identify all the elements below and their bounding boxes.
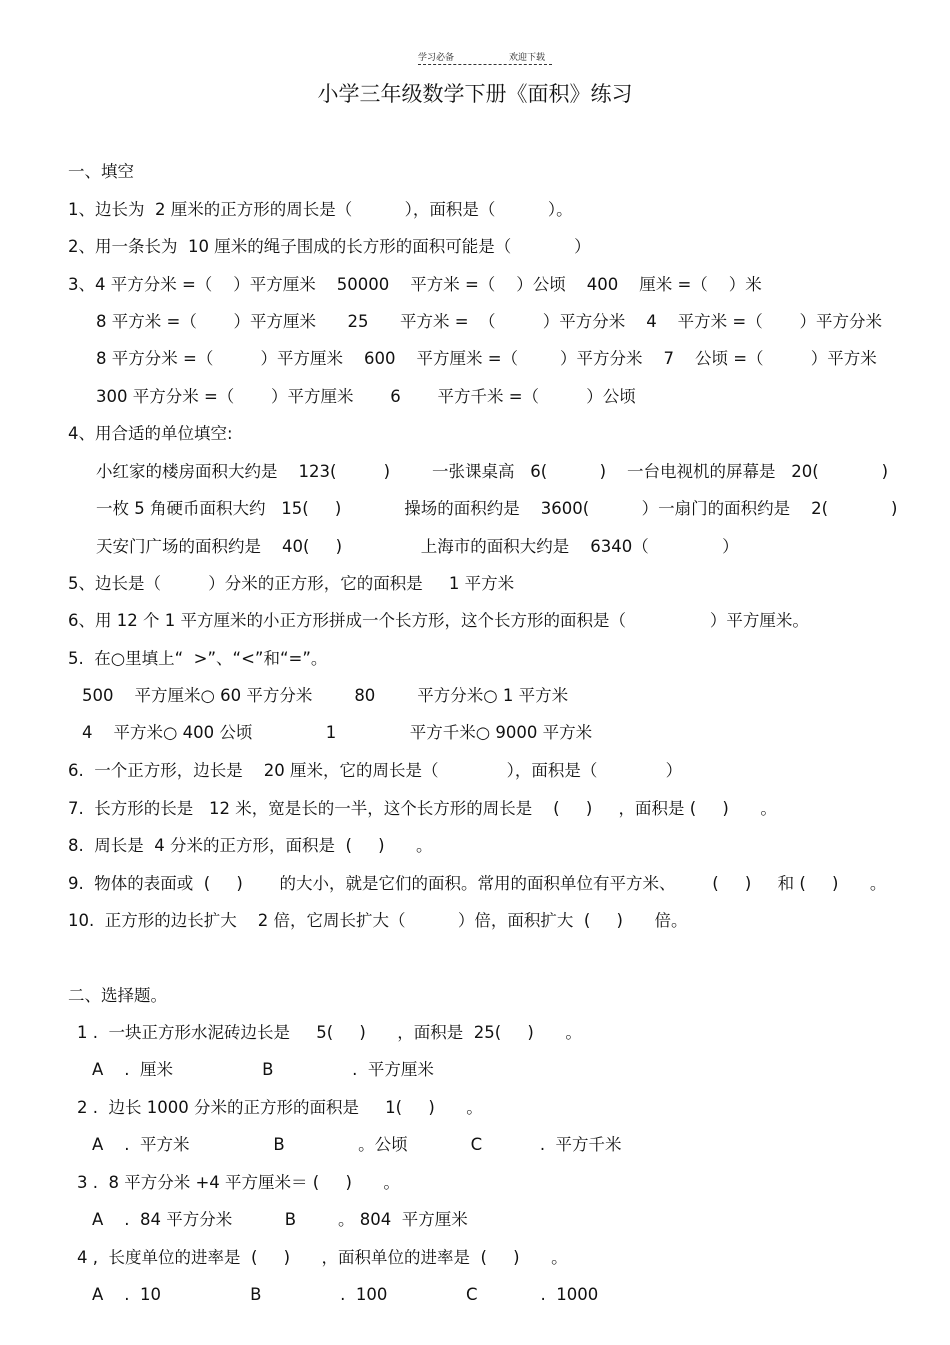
page-header-right: 欢迎下载 <box>509 53 546 63</box>
question-line: 8 平方米 =（ ）平方厘米 25 平方米 = （ ）平方分米 4 平方米 =（ ）平方分米 <box>96 312 882 331</box>
choice-options: A . 10 B . 100 C . 1000 <box>92 1285 599 1304</box>
header-rule <box>418 64 552 65</box>
question-line: 6、用 12 个 1 平方厘米的小正方形拼成一个长方形，这个长方形的面积是（ ）平方厘米。 <box>68 611 809 630</box>
question-line: 一枚 5 角硬币面积大约 15( ) 操场的面积约是 3600( ）一扇门的面积约是 2( ) <box>96 499 898 518</box>
question-line: 8. 周长是 4 分米的正方形，面积是 ( ) 。 <box>68 836 433 855</box>
question-line: 1、边长为 2 厘米的正方形的周长是（ ），面积是（ ）。 <box>68 200 573 219</box>
choice-question: 4 , 长度单位的进率是 ( ) ，面积单位的进率是 ( ) 。 <box>77 1248 568 1267</box>
question-line: 2、用一条长为 10 厘米的绳子围成的长方形的面积可能是（ ） <box>68 237 591 256</box>
question-line: 300 平方分米 =（ ）平方厘米 6 平方千米 =（ ）公顷 <box>96 387 636 406</box>
page-title: 小学三年级数学下册《面积》练习 <box>317 82 633 106</box>
question-line: 5. 在○里填上“ >”、“<”和“=”。 <box>68 649 328 668</box>
question-line: 4、用合适的单位填空: <box>68 424 233 443</box>
question-line: 10. 正方形的边长扩大 2 倍，它周长扩大（ ）倍，面积扩大 ( ) 倍。 <box>68 911 688 930</box>
section-heading-fill-in: 一、填空 <box>68 162 134 181</box>
question-line: 9. 物体的表面或 ( ) 的大小，就是它们的面积。常用的面积单位有平方米、 ( ) 和 ( ) 。 <box>68 874 887 893</box>
section-heading-multiple-choice: 二、选择题。 <box>68 986 167 1005</box>
question-line: 天安门广场的面积约是 40( ) 上海市的面积大约是 6340（ ） <box>96 537 739 556</box>
page-header-left: 学习必备 <box>418 53 455 63</box>
choice-question: 1 . 一块正方形水泥砖边长是 5( ) ，面积是 25( ) 。 <box>77 1023 582 1042</box>
choice-options: A . 平方米 B 。公顷 C . 平方千米 <box>92 1135 622 1154</box>
question-line: 小红家的楼房面积大约是 123( ) 一张课桌高 6( ) 一台电视机的屏幕是 20( ) <box>96 462 889 481</box>
question-line: 4 平方米○ 400 公顷 1 平方千米○ 9000 平方米 <box>82 723 593 742</box>
question-line: 5、边长是（ ）分米的正方形，它的面积是 1 平方米 <box>68 574 515 593</box>
question-line: 6. 一个正方形，边长是 20 厘米，它的周长是（ ），面积是（ ） <box>68 761 683 780</box>
question-line: 8 平方分米 =（ ）平方厘米 600 平方厘米 =（ ）平方分米 7 公顷 =（ ）平方米 <box>96 349 877 368</box>
question-line: 500 平方厘米○ 60 平方分米 80 平方分米○ 1 平方米 <box>82 686 569 705</box>
question-line: 7. 长方形的长是 12 米，宽是长的一半，这个长方形的周长是 ( ) ，面积是 ( ) 。 <box>68 799 777 818</box>
choice-question: 3 . 8 平方分米 +4 平方厘米＝ ( ) 。 <box>77 1173 400 1192</box>
choice-question: 2 . 边长 1000 分米的正方形的面积是 1( ) 。 <box>77 1098 483 1117</box>
choice-options: A . 84 平方分米 B 。 804 平方厘米 <box>92 1210 468 1229</box>
choice-options: A . 厘米 B . 平方厘米 <box>92 1060 434 1079</box>
question-line: 3、4 平方分米 =（ ）平方厘米 50000 平方米 =（ ）公顷 400 厘米 =（ ）米 <box>68 275 762 294</box>
